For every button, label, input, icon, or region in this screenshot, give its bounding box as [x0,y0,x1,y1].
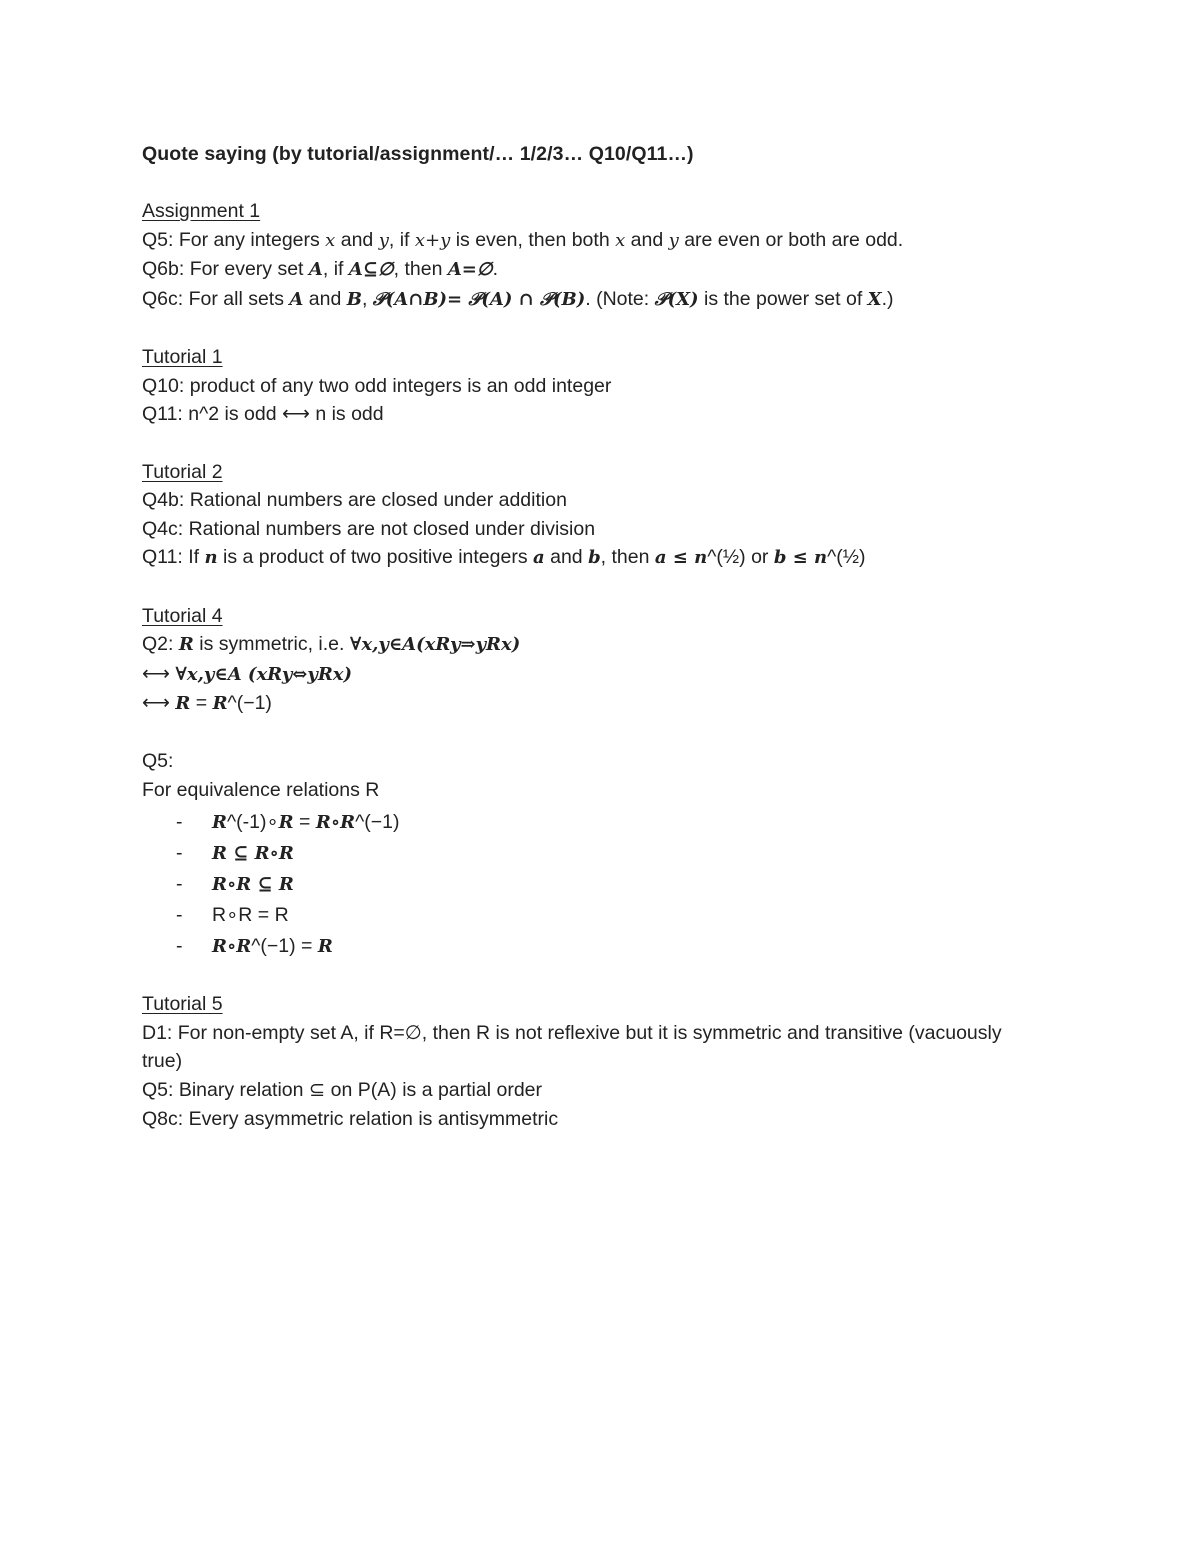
tutorial4-q2: Q2: R is symmetric, i.e. ∀x,y∈A(xRy⇒yRx) [142,633,521,656]
assignment1-q6b: Q6b: For every set A, if A⊆∅, then A=∅. [142,258,498,281]
section-heading: Tutorial 1 [142,346,223,369]
section-tutorial-2 [142,458,1142,573]
tutorial5-q5: Q5: Binary relation ⊆ on P(A) is a partial order [142,1079,543,1102]
page-title: Quote saying (by tutorial/assignment/… 1/2/3… Q10/Q11…) [142,143,694,165]
section-heading: Assignment 1 [142,200,261,223]
list-item: - R ⊆ R∘R [142,838,1142,869]
section-heading: Tutorial 4 [142,604,223,627]
tutorial4-q5-label: Q5: [142,750,174,773]
section-tutorial-5 [142,990,1142,1133]
section-heading: Tutorial 5 [142,993,223,1016]
document-page [142,140,1142,1133]
tutorial1-q10: Q10: product of any two odd integers is an odd integer [142,374,612,397]
tutorial2-q4b: Q4b: Rational numbers are closed under addition [142,489,567,512]
section-heading: Tutorial 2 [142,460,223,483]
equivalence-bullet-list [142,807,1142,962]
section-tutorial-4 [142,602,1142,719]
list-item: - R∘R = R [142,900,1142,931]
tutorial1-q11: Q11: n^2 is odd ⟷ n is odd [142,403,384,426]
section-tutorial-4-q5 [142,747,1142,961]
tutorial4-q5-intro: For equivalence relations R [142,779,380,802]
list-item: - R∘R ⊆ R [142,869,1142,900]
tutorial2-q11: Q11: If n is a product of two positive integers a and b, then a ≤ n^(½) or b ≤ n^(½) [142,546,866,569]
assignment1-q5: Q5: For any integers x and y, if x+y is even, then both x and y are even or both are odd. [142,228,904,251]
list-item: - R∘R^(−1) = R [142,931,1142,962]
tutorial4-q2-line2: ⟷ ∀x,y∈A (xRy⇔yRx) [142,662,353,685]
section-assignment-1 [142,197,1142,314]
section-tutorial-1 [142,343,1142,429]
list-item: - R^(-1)∘R = R∘R^(−1) [142,807,1142,838]
assignment1-q6c: Q6c: For all sets A and B, 𝒫(A∩B)= 𝒫(A) ∩ 𝒫(B). (Note: 𝒫(X) is the power set of X.) [142,287,894,310]
tutorial5-d1: D1: For non-empty set A, if R=∅, then R is not reflexive but it is symmetric and transitive (vacuously true) [142,1021,1002,1073]
tutorial2-q4c: Q4c: Rational numbers are not closed under division [142,517,596,540]
tutorial4-q2-line3: ⟷ R = R^(−1) [142,692,272,715]
tutorial5-q8c: Q8c: Every asymmetric relation is antisymmetric [142,1107,559,1130]
